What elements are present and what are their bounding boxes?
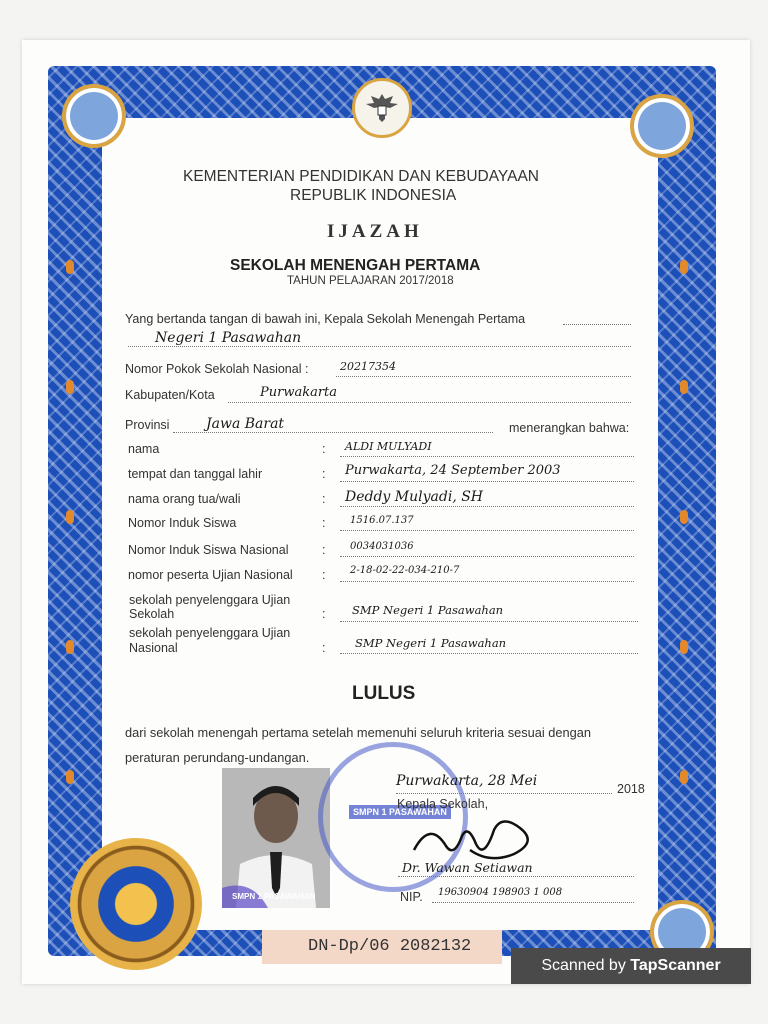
dotted-line [128, 346, 631, 347]
nis-value: 1516.07.137 [350, 515, 414, 526]
border-ornament [680, 770, 688, 784]
birth-label: tempat dan tanggal lahir [128, 467, 263, 481]
parent-value: Deddy Mulyadi, SH [345, 489, 484, 505]
student-name-value: ALDI MULYADI [345, 440, 432, 453]
declares-text: menerangkan bahwa: [509, 421, 630, 435]
serial-number: DN-Dp/06 2082132 [308, 937, 472, 956]
dotted-line [432, 902, 634, 903]
border-ornament [66, 640, 74, 654]
hologram-seal-icon [70, 838, 202, 970]
border-ornament [66, 510, 74, 524]
dotted-line [228, 402, 631, 403]
academic-year: TAHUN PELAJARAN 2017/2018 [287, 275, 454, 287]
colon: : [322, 467, 326, 481]
dotted-line [398, 876, 634, 877]
colon: : [322, 568, 326, 582]
province-value: Jawa Barat [206, 416, 285, 432]
name-label: nama [128, 442, 160, 456]
statement-line-1: dari sekolah menengah pertama setelah memenuhi seluruh kriteria sesuai dengan [125, 725, 591, 740]
result-heading: LULUS [352, 683, 416, 704]
nip-label: NIP. [400, 890, 423, 904]
national-exam-value: SMP Negeri 1 Pasawahan [355, 636, 507, 650]
dotted-line [340, 481, 634, 482]
statement-line-2: peraturan perundang-undangan. [125, 750, 310, 765]
photo-stamp-text: SMPN 1 PASAWAHAN [232, 892, 316, 901]
dotted-line [340, 506, 634, 507]
garuda-emblem-icon [352, 78, 412, 138]
principal-name-value: Dr. Wawan Setiawan [402, 860, 533, 875]
dotted-line [340, 556, 634, 557]
ministry-title: KEMENTERIAN PENDIDIKAN DAN KEBUDAYAAN [183, 168, 539, 185]
colon: : [322, 641, 326, 655]
city-label: Kabupaten/Kota [125, 388, 215, 402]
nisn-label: Nomor Induk Siswa Nasional [128, 543, 289, 557]
colon: : [322, 492, 326, 506]
principal-title: Kepala Sekolah, [397, 797, 489, 811]
national-exam-label-cont: Nasional [129, 641, 178, 655]
city-value: Purwakarta [260, 385, 338, 400]
dotted-line [563, 324, 631, 325]
corner-medallion-top-left [62, 84, 126, 148]
border-ornament [66, 770, 74, 784]
dotted-line [173, 432, 493, 433]
dotted-line [340, 653, 638, 654]
dotted-line [340, 621, 638, 622]
document-title: IJAZAH [327, 221, 423, 242]
dotted-line [396, 793, 612, 794]
place-date-value: Purwakarta, 28 Mei [396, 773, 538, 789]
school-exam-label: sekolah penyelenggara Ujian [129, 593, 291, 607]
dotted-line [340, 581, 634, 582]
colon: : [322, 516, 326, 530]
scanner-watermark [511, 948, 751, 984]
nisn-value: 0034031036 [350, 541, 414, 552]
scanner-brand: TapScanner [630, 957, 721, 974]
exam-number-value: 2-18-02-22-034-210-7 [350, 565, 460, 576]
border-ornament [680, 260, 688, 274]
border-ornament [680, 510, 688, 524]
serial-number-bar [262, 930, 502, 964]
nis-label: Nomor Induk Siswa [128, 516, 237, 530]
nip-value: 19630904 198903 1 008 [438, 887, 563, 898]
school-exam-value: SMP Negeri 1 Pasawahan [352, 603, 504, 617]
signature-year: 2018 [617, 782, 645, 796]
scanner-prefix: Scanned by [541, 957, 631, 974]
school-name-value: Negeri 1 Pasawahan [155, 330, 302, 346]
dotted-line [340, 456, 634, 457]
npsn-label: Nomor Pokok Sekolah Nasional : [125, 362, 309, 376]
dotted-line [336, 376, 631, 377]
colon: : [322, 607, 326, 621]
dotted-line [340, 530, 634, 531]
stamp-center-text: SMPN 1 PASAWAHAN [349, 805, 451, 819]
school-exam-label-cont: Sekolah [129, 607, 175, 621]
birth-value: Purwakarta, 24 September 2003 [345, 463, 561, 478]
republic-title: REPUBLIK INDONESIA [290, 187, 457, 204]
province-label: Provinsi [125, 418, 170, 432]
npsn-value: 20217354 [340, 360, 396, 373]
colon: : [322, 442, 326, 456]
border-ornament [66, 260, 74, 274]
corner-medallion-top-right [630, 94, 694, 158]
exam-number-label: nomor peserta Ujian Nasional [128, 568, 293, 582]
national-exam-label: sekolah penyelenggara Ujian [129, 626, 291, 640]
school-level-title: SEKOLAH MENENGAH PERTAMA [230, 257, 481, 274]
border-ornament [66, 380, 74, 394]
border-ornament [680, 380, 688, 394]
colon: : [322, 543, 326, 557]
intro-text: Yang bertanda tangan di bawah ini, Kepala Sekolah Menengah Pertama [125, 312, 526, 326]
student-photo [222, 768, 330, 908]
border-ornament [680, 640, 688, 654]
parent-label: nama orang tua/wali [128, 492, 241, 506]
